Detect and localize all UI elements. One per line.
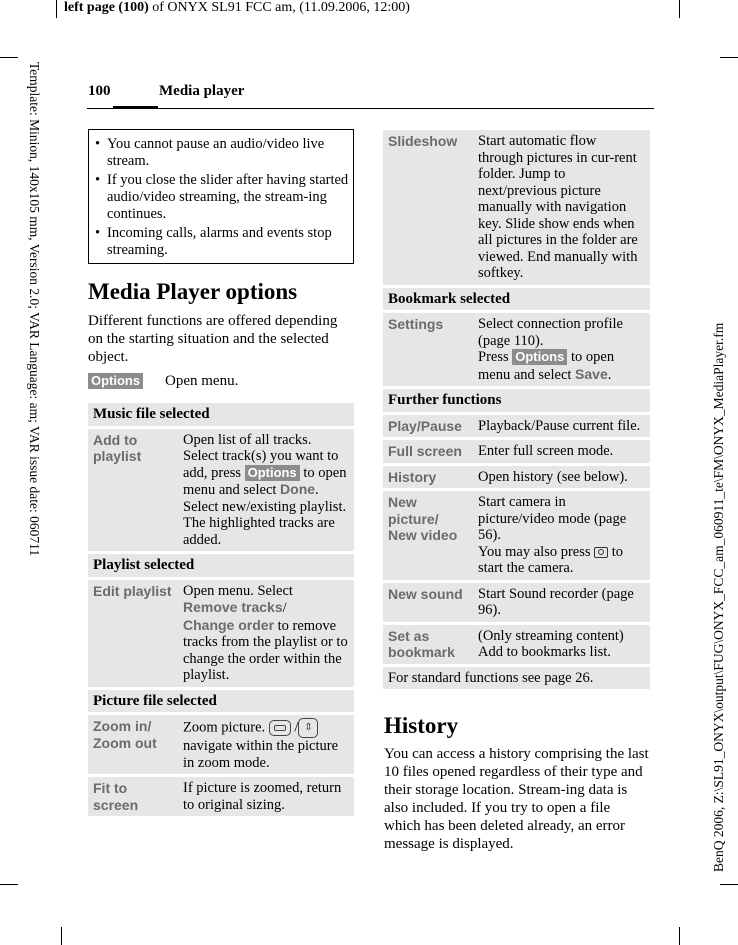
crop-mark bbox=[0, 884, 18, 885]
print-header bbox=[64, 0, 410, 16]
table-row bbox=[88, 690, 354, 713]
edit-playlist-key: Edit playlist bbox=[88, 580, 178, 687]
options-softkey: Options bbox=[512, 349, 567, 365]
picture-file-header: Picture file selected bbox=[88, 690, 354, 713]
table-row bbox=[88, 429, 354, 552]
full-screen-desc: Enter full screen mode. bbox=[473, 440, 650, 463]
table-row bbox=[88, 580, 354, 687]
table-row bbox=[383, 667, 650, 690]
options-description: Open menu. bbox=[165, 373, 239, 389]
playlist-header: Playlist selected bbox=[88, 554, 354, 577]
set-bookmark-key: Set as bookmark bbox=[383, 625, 473, 664]
standard-functions-note: For standard functions see page 26. bbox=[383, 667, 650, 690]
table-row bbox=[383, 625, 650, 664]
table-row bbox=[383, 415, 650, 438]
options-softkey: Options bbox=[88, 373, 143, 389]
page-header bbox=[87, 82, 654, 109]
play-pause-key: Play/Pause bbox=[383, 415, 473, 438]
note-item: • Incoming calls, alarms and events stop streaming. bbox=[107, 225, 349, 259]
options-softkey: Options bbox=[245, 465, 300, 481]
table-row bbox=[88, 403, 354, 426]
table-row bbox=[383, 466, 650, 489]
music-file-header: Music file selected bbox=[88, 403, 354, 426]
remove-tracks-label: Remove tracks bbox=[183, 599, 283, 615]
change-order-label: Change order bbox=[183, 616, 275, 633]
fit-to-screen-desc: If picture is zoomed, return to original sizing. bbox=[178, 777, 354, 816]
table-row bbox=[88, 715, 354, 774]
table-row bbox=[383, 583, 650, 622]
history-text: You can access a history comprising the last 10 files opened regardless of their type and their storage location. Stream-ing data is also included. If you try to open a file which has been deleted already, an error message is displayed. bbox=[384, 746, 649, 852]
right-function-table bbox=[383, 127, 650, 692]
crop-mark bbox=[720, 884, 738, 885]
media-player-options-intro: Different functions are offered depending on the starting situation and the selected object. bbox=[88, 313, 338, 365]
history-desc: Open history (see below). bbox=[473, 466, 650, 489]
options-line bbox=[88, 373, 239, 390]
settings-desc: Select connection profile (page 110). Press Options to open menu and select Save. bbox=[473, 313, 650, 386]
new-picture-key: New picture/ New video bbox=[383, 491, 473, 580]
camera-icon bbox=[594, 547, 608, 558]
bookmark-header: Bookmark selected bbox=[383, 288, 650, 311]
table-row bbox=[88, 777, 354, 816]
edit-playlist-desc: Open menu. Select Remove tracks/ Change order to remove tracks from the playlist or to change the order within the playlist. bbox=[178, 580, 354, 687]
new-sound-key: New sound bbox=[383, 583, 473, 622]
new-picture-desc: Start camera in picture/video mode (page 56). You may also press to start the camera. bbox=[473, 491, 650, 580]
table-row bbox=[383, 491, 650, 580]
further-functions-header: Further functions bbox=[383, 389, 650, 412]
file-path-info: BenQ 2006, Z:\SL91_ONYX\output\FUG\ONYX_FCC_am_060911_te\FM\ONYX_MediaPlayer.fm bbox=[711, 322, 726, 872]
crop-mark bbox=[0, 57, 18, 58]
slideshow-key: Slideshow bbox=[383, 130, 473, 285]
play-pause-desc: Playback/Pause current file. bbox=[473, 415, 650, 438]
note-item: • If you close the slider after having started audio/video streaming, the stream-ing continues. bbox=[107, 172, 349, 223]
slideshow-desc: Start automatic flow through pictures in cur-rent folder. Jump to next/previous picture manually with navigation key. Slide show ends when all pictures in the folder are viewed. End manually with softkey. bbox=[473, 130, 650, 285]
crop-mark bbox=[61, 927, 62, 945]
add-to-playlist-key: Add to playlist bbox=[88, 429, 178, 552]
section-title: Media player bbox=[159, 83, 245, 99]
nav-key-vertical-icon: ⇳ bbox=[298, 718, 318, 738]
crop-mark bbox=[679, 927, 680, 945]
history-heading: History bbox=[384, 713, 459, 738]
page-number: 100 bbox=[88, 83, 111, 99]
table-row bbox=[383, 389, 650, 412]
header-divider bbox=[113, 106, 158, 109]
left-function-table bbox=[88, 400, 354, 819]
table-row bbox=[383, 288, 650, 311]
zoom-key: Zoom in/ Zoom out bbox=[88, 715, 178, 774]
table-row bbox=[88, 554, 354, 577]
full-screen-key: Full screen bbox=[383, 440, 473, 463]
done-label: Done bbox=[280, 481, 316, 497]
table-row bbox=[383, 440, 650, 463]
notes-box bbox=[88, 129, 354, 264]
crop-mark bbox=[679, 0, 680, 18]
table-row bbox=[383, 313, 650, 386]
print-header-rest: of ONYX SL91 FCC am, (11.09.2006, 12:00) bbox=[148, 0, 410, 15]
nav-key-horizontal-icon bbox=[269, 720, 291, 736]
history-key: History bbox=[383, 466, 473, 489]
table-row bbox=[383, 130, 650, 285]
add-to-playlist-desc: Open list of all tracks. Select track(s) you want to add, press Options to open menu and select Done. Select new/existing playlist. The highlighted tracks are added. bbox=[178, 429, 354, 552]
zoom-desc: Zoom picture. / ⇳ navigate within the picture in zoom mode. bbox=[178, 715, 354, 774]
print-header-bold: left page (100) bbox=[64, 0, 149, 15]
save-label: Save bbox=[575, 365, 608, 382]
template-info: Template: Minion, 140x105 mm, Version 2.0; VAR Language: am; VAR issue date: 060711 bbox=[27, 62, 42, 557]
note-item: • You cannot pause an audio/video live stream. bbox=[107, 136, 349, 170]
media-player-options-heading: Media Player options bbox=[88, 279, 298, 304]
new-sound-desc: Start Sound recorder (page 96). bbox=[473, 583, 650, 622]
crop-mark bbox=[56, 0, 57, 18]
fit-to-screen-key: Fit to screen bbox=[88, 777, 178, 816]
crop-mark bbox=[720, 57, 738, 58]
set-bookmark-desc: (Only streaming content) Add to bookmarks list. bbox=[473, 625, 650, 664]
settings-key: Settings bbox=[383, 313, 473, 386]
